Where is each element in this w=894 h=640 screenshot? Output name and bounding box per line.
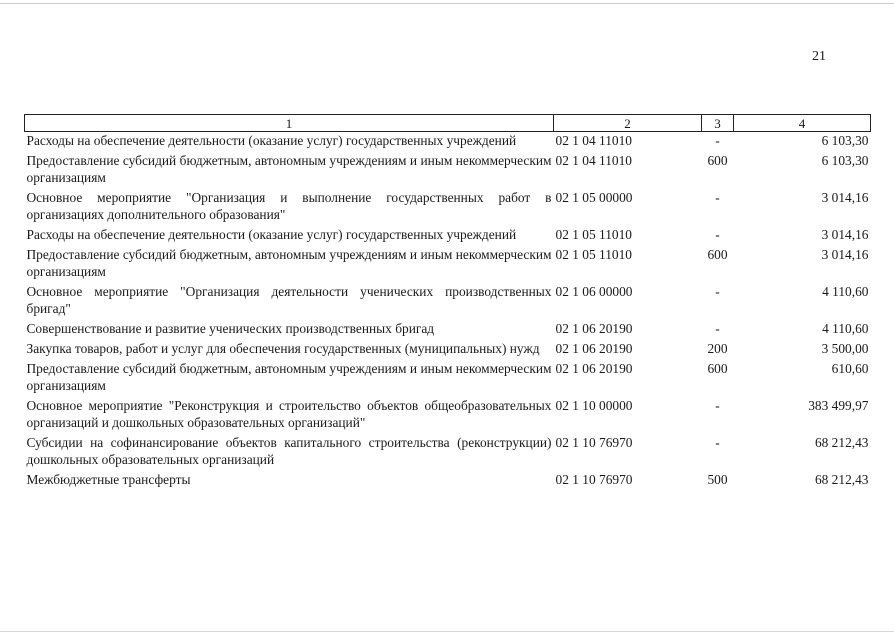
row-name: Субсидии на софинансирование объектов капитального строительства (реконструкции) дошкольных образовательных организаций (26, 435, 552, 467)
table-row (25, 132, 871, 153)
row-name: Расходы на обеспечение деятельности (оказание услуг) государственных учреждений (26, 133, 517, 148)
row-code: 02 1 04 11010 (555, 133, 632, 148)
row-amount: 6 103,30 (821, 153, 869, 168)
row-code: 02 1 05 00000 (555, 190, 633, 205)
scan-bottom-edge (0, 631, 894, 632)
row-type: - (715, 435, 720, 450)
table-row (25, 152, 871, 189)
row-code: 02 1 05 11010 (555, 247, 632, 262)
header-row (25, 115, 871, 132)
row-name: Межбюджетные трансферты (26, 472, 191, 487)
row-type: - (715, 398, 720, 413)
header-cell-1: 1 (25, 115, 554, 132)
row-code: 02 1 10 00000 (555, 398, 633, 413)
scan-top-edge (0, 3, 894, 4)
row-type: 500 (707, 472, 728, 487)
row-code: 02 1 10 76970 (555, 435, 633, 450)
table-row (25, 283, 871, 320)
table-row (25, 246, 871, 283)
row-type: - (715, 133, 720, 148)
row-amount: 610,60 (831, 361, 869, 376)
row-name: Расходы на обеспечение деятельности (оказание услуг) государственных учреждений (26, 227, 517, 242)
row-code: 02 1 06 00000 (555, 284, 633, 299)
table-row (25, 320, 871, 340)
table-row (25, 226, 871, 246)
row-type: 200 (707, 341, 728, 356)
row-type: - (715, 284, 720, 299)
row-amount: 4 110,60 (822, 321, 869, 336)
row-type: 600 (707, 153, 728, 168)
table-row (25, 434, 871, 471)
row-amount: 68 212,43 (814, 435, 869, 450)
row-code: 02 1 06 20190 (555, 321, 633, 336)
row-type: 600 (707, 361, 728, 376)
row-code: 02 1 06 20190 (555, 361, 633, 376)
row-name: Основное мероприятие "Реконструкция и строительство объектов общеобразовательных организаций и дошкольных образовательных организаций" (26, 398, 552, 430)
header-cell-2: 2 (554, 115, 702, 132)
table-row (25, 340, 871, 360)
header-cell-4: 4 (734, 115, 871, 132)
header-cell-3: 3 (702, 115, 734, 132)
row-amount: 68 212,43 (814, 472, 869, 487)
row-name: Совершенствование и развитие ученических производственных бригад (26, 321, 435, 336)
row-type: - (715, 321, 720, 336)
table-row (25, 397, 871, 434)
row-amount: 3 014,16 (821, 190, 869, 205)
row-amount: 3 500,00 (821, 341, 869, 356)
row-type: - (715, 227, 720, 242)
row-type: - (715, 190, 720, 205)
row-amount: 4 110,60 (822, 284, 869, 299)
page-number: 21 (812, 49, 826, 64)
row-amount: 3 014,16 (821, 227, 869, 242)
row-code: 02 1 06 20190 (555, 341, 633, 356)
row-code: 02 1 05 11010 (555, 227, 632, 242)
row-code: 02 1 10 76970 (555, 472, 633, 487)
row-code: 02 1 04 11010 (555, 153, 632, 168)
row-name: Предоставление субсидий бюджетным, автономным учреждениям и иным некоммерческим организациям (26, 247, 552, 279)
row-name: Основное мероприятие "Организация деятельности ученических производственных бригад" (26, 284, 552, 316)
row-name: Предоставление субсидий бюджетным, автономным учреждениям и иным некоммерческим организациям (26, 153, 552, 185)
row-type: 600 (707, 247, 728, 262)
row-amount: 383 499,97 (808, 398, 869, 413)
row-name: Закупка товаров, работ и услуг для обеспечения государственных (муниципальных) нужд (26, 341, 540, 356)
row-amount: 6 103,30 (821, 133, 869, 148)
row-name: Основное мероприятие "Организация и выполнение государственных работ в организациях дополнительного образования" (26, 190, 552, 222)
table-row (25, 360, 871, 397)
row-name: Предоставление субсидий бюджетным, автономным учреждениям и иным некоммерческим организациям (26, 361, 552, 393)
row-amount: 3 014,16 (821, 247, 869, 262)
table-row (25, 471, 871, 491)
table-row (25, 189, 871, 226)
budget-table (24, 114, 871, 491)
